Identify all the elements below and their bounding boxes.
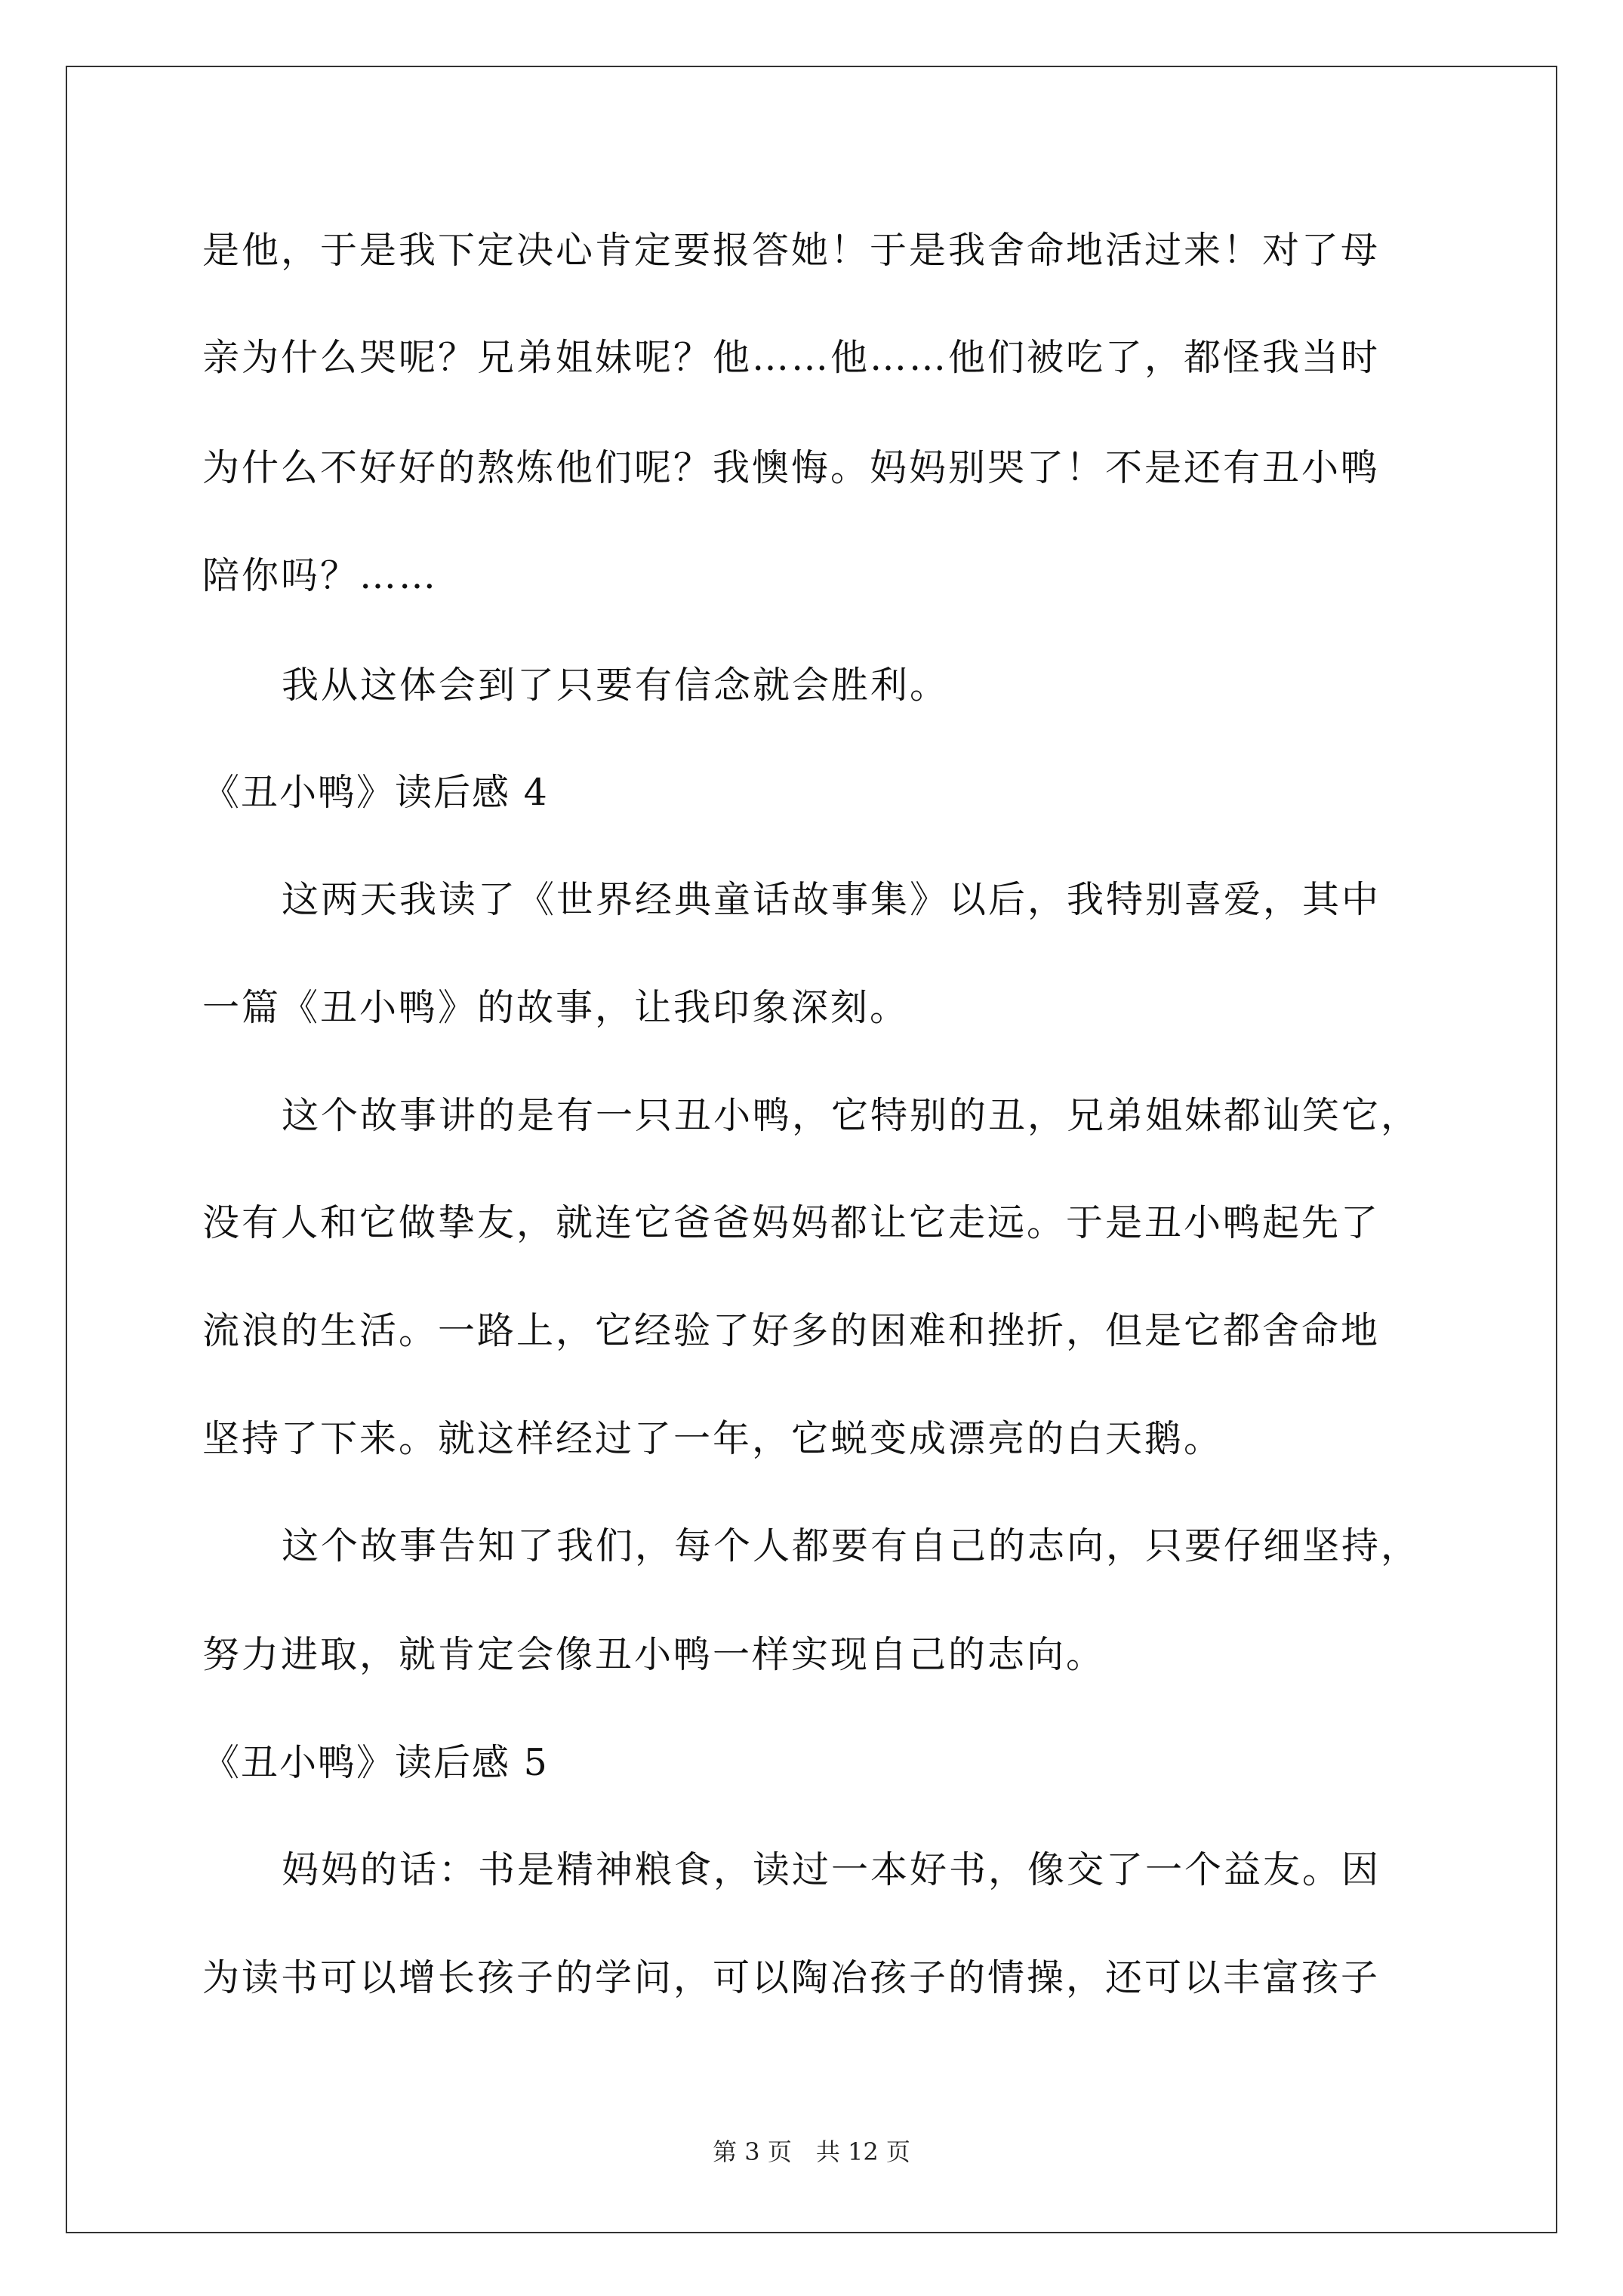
paragraph-first-line: 这个故事讲的是有一只丑小鸭，它特别的丑，兄弟姐妹都讪笑它， — [282, 1094, 1421, 1137]
body-line: 一篇《丑小鸭》的故事，让我印象深刻。 — [202, 986, 910, 1029]
body-line: 陪你吗？…… — [202, 554, 439, 597]
body-line: 没有人和它做挚友，就连它爸爸妈妈都让它走远。于是丑小鸭起先了 — [202, 1201, 1381, 1244]
page-frame — [66, 66, 1557, 2233]
page-number-footer: 第 3 页 共 12 页 — [713, 2137, 910, 2166]
body-line: 努力进取，就肯定会像丑小鸭一样实现自己的志向。 — [202, 1633, 1106, 1676]
body-line: 为读书可以增长孩子的学问，可以陶冶孩子的情操，还可以丰富孩子 — [202, 1956, 1381, 1999]
body-line: 坚持了下来。就这样经过了一年，它蜕变成漂亮的白天鹅。 — [202, 1417, 1224, 1460]
paragraph-first-line: 这两天我读了《世界经典童话故事集》以后，我特别喜爱，其中 — [282, 878, 1381, 921]
paragraph-first-line: 妈妈的话：书是精神粮食，读过一本好书，像交了一个益友。因 — [282, 1848, 1381, 1891]
paragraph-first-line: 我从这体会到了只要有信念就会胜利。 — [282, 664, 950, 707]
paragraph-first-line: 这个故事告知了我们，每个人都要有自己的志向，只要仔细坚持， — [282, 1524, 1421, 1567]
section-heading: 《丑小鸭》读后感 5 — [202, 1741, 549, 1784]
body-line: 亲为什么哭呢？兄弟姐妹呢？他……他……他们被吃了，都怪我当时 — [202, 336, 1381, 379]
body-line: 是他，于是我下定决心肯定要报答她！于是我舍命地活过来！对了母 — [202, 229, 1381, 272]
section-heading: 《丑小鸭》读后感 4 — [202, 771, 549, 814]
body-line: 为什么不好好的熬炼他们呢？我懊悔。妈妈别哭了！不是还有丑小鸭 — [202, 446, 1381, 489]
body-line: 流浪的生活。一路上，它经验了好多的困难和挫折，但是它都舍命地 — [202, 1309, 1381, 1352]
